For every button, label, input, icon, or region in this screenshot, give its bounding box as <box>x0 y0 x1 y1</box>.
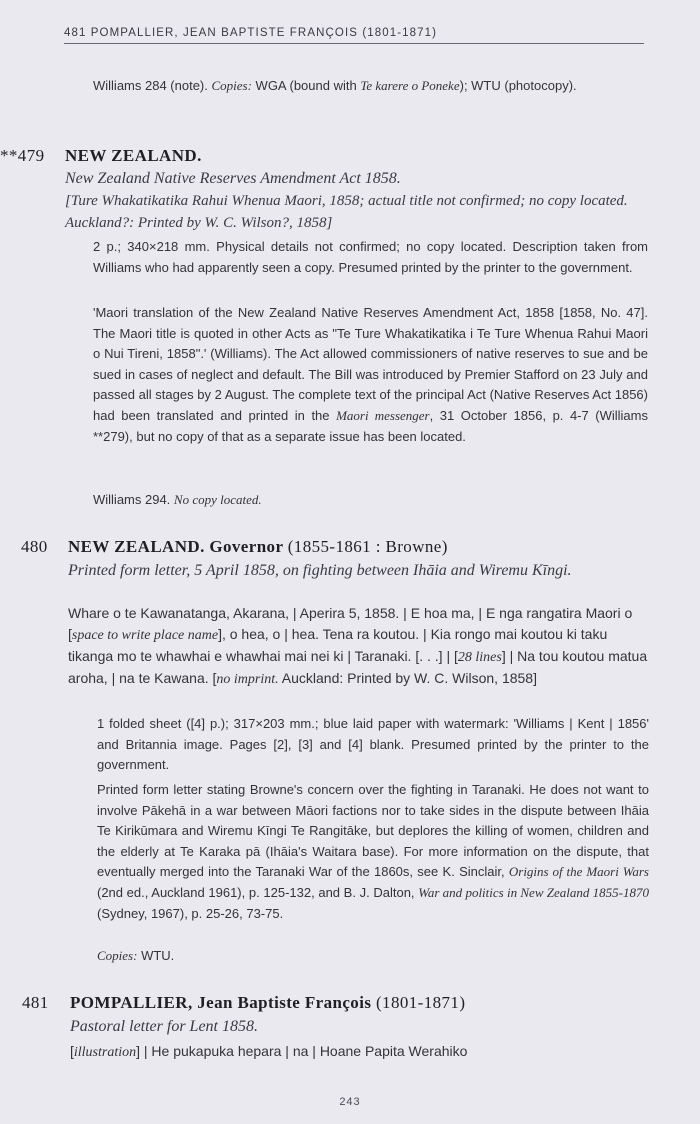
entry-480-lines-note: 28 lines <box>457 650 502 665</box>
entry-480-note-c: (2nd ed., Auckland 1961), p. 125-132, and B. J. Dalton, <box>97 884 419 900</box>
entry-481-title: Pastoral letter for Lent 1858. <box>70 1018 258 1035</box>
entry-481-number: 481 <box>22 993 49 1012</box>
entry-480-placeholder-note: space to write place name <box>71 628 219 643</box>
entry-480-note-origins: Origins of the Maori Wars <box>508 864 649 880</box>
entry-480-heading <box>68 537 448 557</box>
continued-bound-title: Te karere o Poneke <box>360 78 460 93</box>
entry-481-heading-text: POMPALLIER, Jean Baptiste François <box>70 993 372 1012</box>
continued-copies-note <box>93 76 633 97</box>
continued-post: ); WTU (photocopy). <box>459 78 577 93</box>
entry-480-heading-text: NEW ZEALAND. Governor <box>68 537 284 556</box>
entry-479-reference <box>93 490 648 511</box>
entry-479-note <box>93 303 648 447</box>
entry-480-transcription-c: ], o hea, o | hea. Tena ra koutou. | Kia rongo mai koutou ki taku tikanga mo te whawhai e whawhai mai nei ki | Taranaki. [. . .] | [ <box>68 626 608 664</box>
entry-481-dates: (1801-1871) <box>376 993 466 1012</box>
entry-480-dates: (1855-1861 : Browne) <box>287 537 448 556</box>
running-head: 481 POMPALLIER, JEAN BAPTISTE FRANÇOIS (1801-1871) <box>64 27 644 44</box>
entry-479-physical: 2 p.; 340×218 mm. Physical details not confirmed; no copy located. Description taken from Williams who had apparently seen a copy. Presumed printed by the printer to the government. <box>93 239 648 275</box>
entry-479-ref-williams: Williams 294. <box>93 492 171 507</box>
entry-479-title: New Zealand Native Reserves Amendment Act 1858. <box>65 170 401 187</box>
entry-480-transcription-a: Whare o te Kawanatanga, Akarana, | Aperira 5, 1858. | E hoa ma, | E nga rangatira Maori o <box>68 605 633 621</box>
entry-479-heading: NEW ZEALAND. <box>65 146 202 165</box>
entry-479-ref-status: No copy located. <box>173 492 262 507</box>
entry-481-transcription: [illustration] | He pukapuka hepara | na | Hoane Papita Werahiko <box>70 1043 468 1060</box>
entry-480-transcription-e: ] | Na tou koutou matua aroha, | na te Kawana. [ <box>68 648 648 686</box>
entry-480-note-war-politics: War and politics in New Zealand 1855-1870 <box>418 884 649 900</box>
entry-480-physical: 1 folded sheet ([4] p.); 317×203 mm.; blue laid paper with watermark: 'Williams | Kent | 1856' and Britannia image. Pages [2], [3] and [4] blank. Presumed printed by the printer to the government. <box>97 716 649 773</box>
entry-480-copies-label: Copies: <box>97 948 138 963</box>
entry-480-transcription: Whare o te Kawanatanga, Akarana, | Aperira 5, 1858. | E hoa ma, | E nga rangatira Maori o [space to write place name], o hea, o | hea. Tena ra koutou. | Kia rongo mai koutou ki taku tikanga mo te whawhai e whawhai mai nei ki | Taranaki. [. . .] | [28 lines] | Na tou koutou matua aroha, | na te Kawana. [no imprint. Auckland: Printed by W. C. Wilson, 1858] <box>68 605 648 687</box>
continued-mid: WGA (bound with <box>251 78 361 93</box>
entry-480-note-e: (Sydney, 1967), p. 25-26, 73-75. <box>97 905 284 921</box>
entry-480-number: 480 <box>21 537 48 556</box>
entry-480-note <box>97 780 649 924</box>
entry-479-number: **479 <box>0 146 45 165</box>
entry-479-imprint: [Ture Whakatikatika Rahui Whenua Maori, 1858; actual title not confirmed; no copy located. Auckland?: Printed by W. C. Wilson?, 1858] <box>65 193 628 231</box>
entry-480-title: Printed form letter, 5 April 1858, on fighting between Ihāia and Wiremu Kīngi. <box>68 562 572 579</box>
entry-481-illustration-note: illustration <box>73 1045 137 1060</box>
page-number: 243 <box>339 1096 361 1108</box>
continued-copies-label: Copies: <box>211 78 252 93</box>
entry-480-transcription-g: Auckland: Printed by W. C. Wilson, 1858] <box>278 670 537 686</box>
entry-480-copies <box>97 946 649 967</box>
entry-481-transcription-b: ] | He pukapuka hepara | na | Hoane Papita Werahiko <box>136 1043 468 1059</box>
continued-ref: Williams 284 (note). <box>93 78 212 93</box>
entry-480-note-a: Printed form letter stating Browne's concern over the fighting in Taranaki. He does not want to involve Pākehā in a war between Māori factions nor to take sides in the dispute between Ihāia Te Kirikūmara and Wiremu Kīngi Te Rangitāke, but deplores the killing of women, children and the elderly at Te Karaka pā (Ihāia's Waitara base). For more information on the dispute, that eventually merged into the Taranaki War of the 1860s, see K. Sinclair, <box>97 782 649 880</box>
entry-480-no-imprint: no imprint. <box>216 672 279 687</box>
entry-479-note-text-end: , 31 October 1856, p. 4-7 (Williams **279), but no copy of that as a separate issue has been located. <box>93 407 648 444</box>
entry-481-heading <box>70 993 465 1013</box>
entry-479-note-periodical: Maori messenger <box>336 407 430 423</box>
entry-479-note-text: 'Maori translation of the New Zealand Native Reserves Amendment Act, 1858 [1858, No. 47]. The Maori title is quoted in other Acts as "Te Ture Whakatikatika i Te Ture Whenua Rahui Maori o Nui Tireni, 1858".' (Williams). The Act allowed commissioners of native reserves to sue and be sued in cases of neglect and default. The Bill was introduced by Premier Stafford on 23 July and passed all stages by 2 August. The complete text of the principal Act (Native Reserves Act 1856) had been translated and printed in the <box>93 305 648 423</box>
entry-480-copies-value: WTU. <box>137 948 175 963</box>
